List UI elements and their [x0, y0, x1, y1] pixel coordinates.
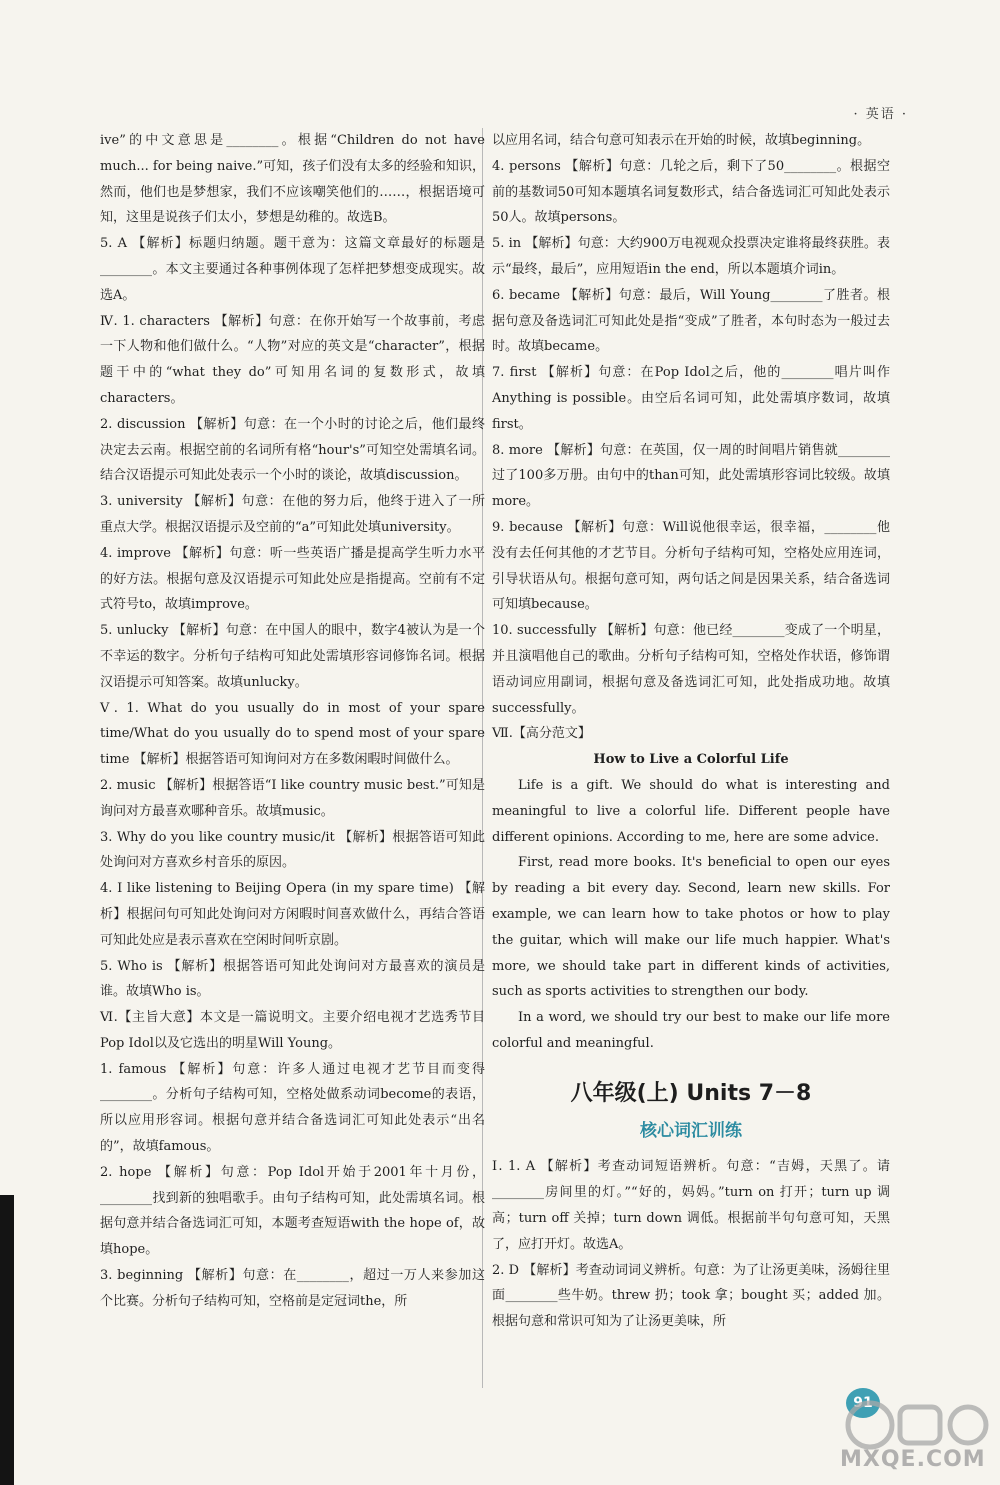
answer-item: 2. D 【解析】考查动词词义辨析。句意：为了让汤更美味，汤姆往里面________些牛奶。threw 扔；took 拿；bought 买；added 加。根据句意和常识可知为了让汤更美味，所 — [492, 1262, 890, 1330]
answer-item: 10. successfully 【解析】句意：他已经________变成了一个明星，并且演唱他自己的歌曲。分析句子结构可知，空格处作状语，修饰谓语动词应用副词，根据句意及备选词汇可知，此处指成功地。故填successfully。 — [492, 623, 890, 716]
answer-item: 2. hope 【解析】句意：Pop Idol开始于2001年十月份，________找到新的独唱歌手。由句子结构可知，此处需填名词。根据句意并结合备选词汇可知，本题考查短语with the hope of，故填hope。 — [100, 1164, 485, 1258]
answer-item: 2. music 【解析】根据答语“I like country music best.”可知是询问对方最喜欢哪种音乐。故填music。 — [100, 777, 485, 819]
watermark-text: MXQE.COM — [840, 1447, 986, 1472]
answer-item: 4. improve 【解析】句意：听一些英语广播是提高学生听力水平的好方法。根据句意及汉语提示可知此处应是指提高。空前有不定式符号to，故填improve。 — [100, 545, 485, 613]
essay-paragraph: Life is a gift. We should do what is interesting and meaningful to live a colorful life. Different people have different opinions. According to me, here are some advice. — [492, 777, 890, 845]
model-essay — [492, 721, 890, 1056]
watermark-icon — [800, 1395, 1000, 1455]
answer-item: 8. more 【解析】句意：在英国，仅一周的时间唱片销售就________过了100多万册。由句中的than可知，此处需填形容词比较级。故填more。 — [492, 442, 890, 510]
answer-item: 9. because 【解析】句意：Will说他很幸运，很幸福，________他没有去任何其他的才艺节目。分析句子结构可知，空格处应用连词，引导状语从句。根据句意可知，两句话之间是因果关系，结合备选词可知填because。 — [492, 519, 890, 613]
subject-header: · 英语 · — [853, 107, 908, 122]
answer-item: 7. first 【解析】句意：在Pop Idol之后，他的________唱片叫作Anything is possible。由空后名词可知，此处需填序数词，故填first。 — [492, 365, 890, 432]
answer-item: 4. persons 【解析】句意：几轮之后，剩下了50________。根据空前的基数词50可知本题填名词复数形式，结合备选词汇可知此处表示50人。故填persons。 — [492, 158, 890, 226]
left-column — [100, 128, 485, 1315]
answer-item: ive”的中文意思是________。根据“Children do not have much... for being naive.”可知，孩子们没有太多的经验和知识，然而，他们也是梦想家，我们不应该嘲笑他们的……，根据语境可知，这里是说孩子们太小，梦想是幼稚的。故选B。 — [100, 133, 485, 226]
section-summary: Ⅵ.【主旨大意】本文是一篇说明文。主要介绍电视才艺选秀节目Pop Idol以及它选出的明星Will Young。 — [100, 1010, 485, 1051]
answer-item: 5. in 【解析】句意：大约900万电视观众投票决定谁将最终获胜。表示“最终，最后”，应用短语in the end，所以本题填介词in。 — [492, 236, 890, 277]
answer-item: 6. became 【解析】句意：最后，Will Young________了胜者。根据句意及备选词汇可知此处是指“变成”了胜者，本句时态为一般过去时。故填became。 — [492, 287, 890, 355]
essay-paragraph: First, read more books. It's beneficial to open our eyes by reading a bit every day. Second, learn new skills. For example, we can learn how to take photos or how to play the guitar, which will make our life much happier. What's more, we should take part in different kinds of activities, such as sports activities to strengthen our body. — [492, 855, 890, 1000]
vocab-section-title: 核心词汇训练 — [640, 1120, 742, 1141]
answer-item: 3. university 【解析】句意：在他的努力后，他终于进入了一所重点大学。根据汉语提示及空前的“a”可知此处填university。 — [100, 494, 485, 535]
answer-item: 5. A 【解析】标题归纳题。题干意为：这篇文章最好的标题是________。本文主要通过各种事例体现了怎样把梦想变成现实。故选A。 — [100, 236, 485, 303]
answer-item: 1. famous 【解析】句意：许多人通过电视才艺节目而变得________。分析句子结构可知，空格处做系动词become的表语，所以应用形容词。根据句意并结合备选词汇可知此处表示“出名的”，故填famous。 — [100, 1061, 485, 1155]
answer-item: 4. I like listening to Beijing Opera (in my spare time) 【解析】根据问句可知此处询问对方闲暇时间喜欢做什么，再结合答语可知此处应是表示喜欢在空闲时间听京剧。 — [100, 881, 485, 948]
answer-item: Ⅰ. 1. A 【解析】考查动词短语辨析。句意：“吉姆，天黑了。请________房间里的灯。”“好的，妈妈。”turn on 打开；turn up 调高；turn off 关掉；turn down 调低。根据前半句句意可知，天黑了，应打开灯。故选A。 — [492, 1159, 890, 1252]
watermark-logo — [800, 1395, 1000, 1485]
right-column — [492, 128, 890, 1335]
answer-item: 以应用名词，结合句意可知表示在开始的时候，故填beginning。 — [492, 133, 871, 148]
page-edge-shadow — [0, 1195, 14, 1485]
unit-title: 八年级(上) Units 7－8 — [570, 1080, 812, 1106]
answer-item: Ⅴ. 1. What do you usually do in most of your spare time/What do you usually do to spend most of your spare time 【解析】根据答语可知询问对方在多数闲暇时间做什么。 — [100, 700, 485, 768]
answer-item: 5. unlucky 【解析】句意：在中国人的眼中，数字4被认为是一个不幸运的数字。分析句子结构可知此处需填形容词修饰名词。根据汉语提示可知答案。故填unlucky。 — [100, 623, 485, 690]
answer-item: Ⅳ. 1. characters 【解析】句意：在你开始写一个故事前，考虑一下人物和他们做什么。“人物”对应的英文是“character”，根据题干中的“what they do”可知用名词的复数形式，故填characters。 — [100, 313, 485, 406]
answer-item: 3. beginning 【解析】句意：在________，超过一万人来参加这个比赛。分析句子结构可知，空格前是定冠词the，所 — [100, 1268, 485, 1309]
essay-section-label: Ⅶ.【高分范文】 — [492, 726, 591, 742]
essay-title: How to Live a Colorful Life — [593, 752, 789, 768]
page-number-badge: 91 — [846, 1388, 880, 1418]
answer-item: 2. discussion 【解析】句意：在一个小时的讨论之后，他们最终决定去云南。根据空前的名词所有格“hour's”可知空处需填名词。结合汉语提示可知此处表示一个小时的谈论，故填discussion。 — [100, 416, 485, 484]
essay-paragraph: In a word, we should try our best to make our life more colorful and meaningful. — [492, 1010, 890, 1051]
answer-item: 3. Why do you like country music/it 【解析】根据答语可知此处询问对方喜欢乡村音乐的原因。 — [100, 829, 485, 871]
answer-item: 5. Who is 【解析】根据答语可知此处询问对方最喜欢的演员是谁。故填Who is。 — [100, 958, 485, 1000]
